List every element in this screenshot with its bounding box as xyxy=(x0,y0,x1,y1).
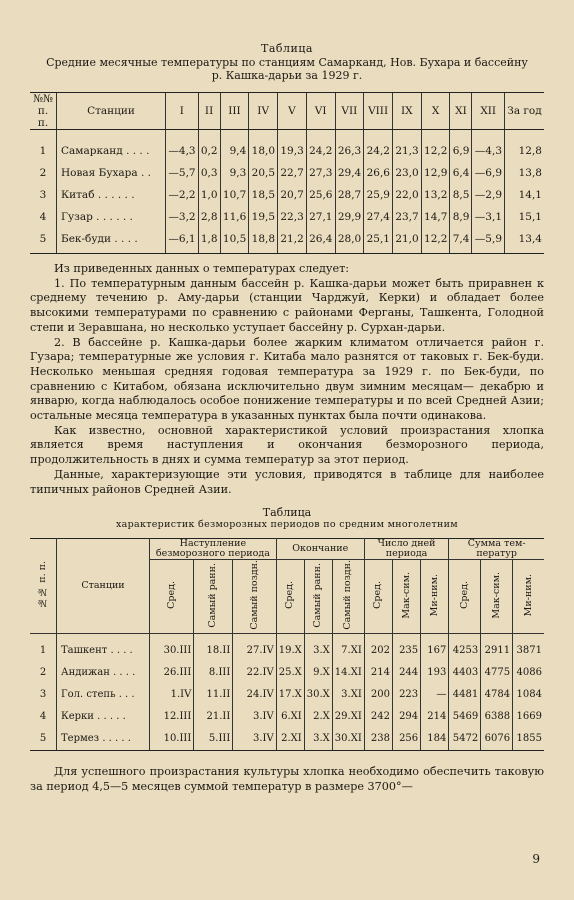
paragraph-point-1: 1. По температурным данным бассейн р. Кашка-дарьи может быть приравнен к среднему течению р. Аму-дарьи (станции Чарджуй, Керки) и обладает более высокими температурами по сравнению с районами Ферганы, Ташкента, Голодной степи и Зеравшана, но несколько уступает бассейну р. Сурхан-дарьи. xyxy=(30,276,544,334)
table-row xyxy=(30,633,544,662)
table-cell: 12,2 xyxy=(421,130,450,163)
table-cell: 2 xyxy=(39,167,47,179)
station-name-cell: Гол. степь . . . xyxy=(57,684,150,706)
table2-subheader-label: Самый ранн. xyxy=(312,562,324,628)
table1-header-cell: VIII xyxy=(364,93,393,130)
table-cell: 8,9 xyxy=(450,206,472,228)
table2-subheader-cell xyxy=(392,560,420,634)
table-cell: 5 xyxy=(30,728,57,751)
table-cell: 1 xyxy=(39,645,47,657)
table-cell: 5 xyxy=(30,228,57,254)
table-cell: 1669 xyxy=(513,706,544,728)
table-cell: 21,3 xyxy=(392,130,421,163)
table-cell: 18,8 xyxy=(249,228,278,254)
table-cell: 2,8 xyxy=(198,206,220,228)
table-cell: 1084 xyxy=(513,684,544,706)
table2-header-days: Число дней периода xyxy=(364,539,449,560)
table-cell: 27.IV xyxy=(233,633,276,662)
table1-header-cell: X xyxy=(421,93,450,130)
table-cell: 4086 xyxy=(513,662,544,684)
table-cell: 19,3 xyxy=(278,130,307,163)
table-cell: —6,1 xyxy=(166,228,199,254)
table-cell: — xyxy=(421,684,449,706)
table2-subheader-cell xyxy=(481,560,513,634)
table2-body xyxy=(30,633,544,750)
table-cell: 1.IV xyxy=(150,684,194,706)
table1-header-cell: IV xyxy=(249,93,278,130)
table-cell: 242 xyxy=(364,706,392,728)
table-cell: 193 xyxy=(421,662,449,684)
table1-header-cell: VI xyxy=(306,93,335,130)
table-cell: 10,5 xyxy=(220,228,249,254)
table-cell: —2,2 xyxy=(166,184,199,206)
table-cell: 235 xyxy=(392,633,420,662)
table-cell: 12.III xyxy=(150,706,194,728)
table2-subtitle: характеристик безморозных периодов по средним многолетним xyxy=(116,519,458,531)
table2-subheader-cell xyxy=(276,560,304,634)
table1-title-line2: р. Кашка-дарьи за 1929 г. xyxy=(211,69,363,82)
station-name-cell: Ташкент . . . . xyxy=(57,633,150,662)
table2-header-row-groups xyxy=(30,539,544,560)
table-cell: 24,2 xyxy=(306,130,335,163)
table2-subheader-label: Мак-сим. xyxy=(400,571,412,619)
station-name-cell: Бек-буди . . . . xyxy=(57,228,166,254)
table-cell: 8.III xyxy=(194,662,233,684)
table1-header-cell: №№ п. п. xyxy=(30,93,57,130)
table-cell: 30.XI xyxy=(332,728,364,751)
table-cell: 3 xyxy=(39,189,47,201)
table-cell: 3 xyxy=(39,689,47,701)
table-cell: 13,8 xyxy=(505,162,545,184)
table-cell: 6076 xyxy=(481,728,513,751)
table-cell: 0,2 xyxy=(198,130,220,163)
table-cell: 17.X xyxy=(276,684,304,706)
table-cell: 25,1 xyxy=(364,228,393,254)
table-cell: 3.X xyxy=(304,633,332,662)
monthly-temperature-table xyxy=(30,92,544,254)
table2-subheader-label: Ми-ним. xyxy=(428,573,440,617)
table-row xyxy=(30,728,544,751)
table2-subheader-cell xyxy=(449,560,481,634)
table1-header-cell: XI xyxy=(450,93,472,130)
table-cell: 3871 xyxy=(513,633,544,662)
table-cell: 21,2 xyxy=(278,228,307,254)
table2-subheader-label: Самый поздн. xyxy=(342,560,354,630)
table-cell: 256 xyxy=(392,728,420,751)
table2-subheader-label: Сред. xyxy=(165,581,177,609)
paragraph-table-intro: Данные, характеризующие эти условия, приводятся в таблице для наиболее типичных районов Средней Азии. xyxy=(30,467,544,496)
table-cell: 2.XI xyxy=(276,728,304,751)
table-cell: 29.XI xyxy=(332,706,364,728)
table-cell: 29,4 xyxy=(335,162,364,184)
table1-header-cell: XII xyxy=(472,93,505,130)
station-name-cell: Гузар . . . . . . xyxy=(57,206,166,228)
table-cell: 200 xyxy=(364,684,392,706)
table-cell: 1,0 xyxy=(198,184,220,206)
table-cell: —4,3 xyxy=(166,130,199,163)
table1-header-cell: За год xyxy=(505,93,545,130)
station-name-cell: Самарканд . . . . xyxy=(57,130,166,163)
station-name-cell: Термез . . . . . xyxy=(57,728,150,751)
table2-subheader-label: Мак-сим. xyxy=(490,571,502,619)
table2-header-end: Окончание xyxy=(276,539,364,560)
table-cell: 4253 xyxy=(449,633,481,662)
table-row xyxy=(30,162,544,184)
table2-subheader-cell xyxy=(194,560,233,634)
table2-subheader-label: Сред. xyxy=(372,581,384,609)
table-cell: 10.III xyxy=(150,728,194,751)
table-cell: 4775 xyxy=(481,662,513,684)
table-cell: 21.II xyxy=(194,706,233,728)
table-cell: 28,7 xyxy=(335,184,364,206)
bottom-text xyxy=(30,765,544,794)
table-cell: 3.IV xyxy=(233,728,276,751)
table1-header-cell: I xyxy=(166,93,199,130)
table-cell: 25.X xyxy=(276,662,304,684)
table-cell: 7.XI xyxy=(332,633,364,662)
table-cell: 2.X xyxy=(304,706,332,728)
table-cell: 7,4 xyxy=(450,228,472,254)
table-cell: 294 xyxy=(392,706,420,728)
table-cell: 6388 xyxy=(481,706,513,728)
table-cell: —5,9 xyxy=(472,228,505,254)
table-row xyxy=(30,130,544,163)
table-cell: 12,2 xyxy=(421,228,450,254)
frost-free-period-table xyxy=(30,538,544,751)
table-cell: 14.XI xyxy=(332,662,364,684)
table-cell: 27,3 xyxy=(306,162,335,184)
table2-subheader-cell xyxy=(304,560,332,634)
table-cell: 22,0 xyxy=(392,184,421,206)
table-cell: 18,0 xyxy=(249,130,278,163)
paragraph-point-2: 2. В бассейне р. Кашка-дарьи более жарким климатом отличается район г. Гузара; температурные же условия г. Китаба мало разнятся от таковых г. Бек-буди. Несколько меньшая средняя годовая температура за 1929 г. по Бек-буди, по сравнению с Китабом, обязана исключительно двум зимним месяцам— декабрю и январю, когда наблюдалось особое понижение температуры и по всей Средней Азии; остальные месяца температура в указанных пунктах была почти одинакова. xyxy=(30,335,544,423)
table1-header-cell: IX xyxy=(392,93,421,130)
table-cell: 20,7 xyxy=(278,184,307,206)
table2-caption: Таблица xyxy=(262,506,312,520)
table-cell: 11.II xyxy=(194,684,233,706)
table-cell: 6,9 xyxy=(450,130,472,163)
table-cell: 1 xyxy=(39,145,47,157)
table-cell: 5.III xyxy=(194,728,233,751)
paragraph-conclusions-intro: Из приведенных данных о температурах следует: xyxy=(54,262,350,275)
table-cell: 167 xyxy=(421,633,449,662)
table-cell: 24.IV xyxy=(233,684,276,706)
table2-subheader-cell xyxy=(421,560,449,634)
table-cell: 23,0 xyxy=(392,162,421,184)
table1-header-cell: Станции xyxy=(57,93,166,130)
table-cell: 18,5 xyxy=(249,184,278,206)
table-row xyxy=(30,684,544,706)
table1-header-cell: VII xyxy=(335,93,364,130)
table-cell: 27,1 xyxy=(306,206,335,228)
table-cell: 21,0 xyxy=(392,228,421,254)
table-cell: 25,9 xyxy=(364,184,393,206)
table-cell: 238 xyxy=(364,728,392,751)
table-cell: 5469 xyxy=(449,706,481,728)
table-cell: 14,7 xyxy=(421,206,450,228)
table-cell: 30.III xyxy=(150,633,194,662)
table1-header-cell: III xyxy=(220,93,249,130)
table-cell: 24,2 xyxy=(364,130,393,163)
table2-header-onset: Наступление безморозного периода xyxy=(150,539,277,560)
paragraph-frost-free: Как известно, основной характеристикой условий произрастания хлопка является время наступления и окончания безморозного периода, продолжительность в днях и сумма температур за этот период. xyxy=(30,423,544,467)
table-row xyxy=(30,662,544,684)
table-row xyxy=(30,184,544,206)
table-cell: 26,6 xyxy=(364,162,393,184)
table1-header-cell: V xyxy=(278,93,307,130)
table2-subheader-label: Самый ранн. xyxy=(207,562,219,628)
table-cell: 3.XI xyxy=(332,684,364,706)
table-cell: —4,3 xyxy=(472,130,505,163)
table-cell: 30.X xyxy=(304,684,332,706)
table-cell: 12,9 xyxy=(421,162,450,184)
table1-header-row xyxy=(30,93,544,130)
table-cell: 26,3 xyxy=(335,130,364,163)
table-cell: 28,0 xyxy=(335,228,364,254)
table-cell: 4 xyxy=(39,711,47,723)
table-cell: 214 xyxy=(364,662,392,684)
table-cell: 25,6 xyxy=(306,184,335,206)
table1-title-line1: Средние месячные температуры по станциям Самарканд, Нов. Бухара и бассейну xyxy=(46,56,528,69)
table-cell: 12,8 xyxy=(505,130,545,163)
table-cell: 223 xyxy=(392,684,420,706)
table-cell: 18.II xyxy=(194,633,233,662)
table-cell: 4 xyxy=(39,211,47,223)
table-cell: 19,5 xyxy=(249,206,278,228)
table-cell: 2 xyxy=(39,667,47,679)
body-text xyxy=(30,262,544,497)
table-row xyxy=(30,206,544,228)
table1-header-cell: II xyxy=(198,93,220,130)
table-cell: 29,9 xyxy=(335,206,364,228)
table-cell: 5472 xyxy=(449,728,481,751)
table-cell: 26,4 xyxy=(306,228,335,254)
table-cell: 4481 xyxy=(449,684,481,706)
table-cell: 3.IV xyxy=(233,706,276,728)
table-cell: 20,5 xyxy=(249,162,278,184)
table2-header-station: Станции xyxy=(57,539,150,634)
table2-subheader-label: Самый поздн. xyxy=(248,560,260,630)
table-cell: 4784 xyxy=(481,684,513,706)
table-cell: 2911 xyxy=(481,633,513,662)
table-cell: 214 xyxy=(421,706,449,728)
table-row xyxy=(30,228,544,254)
station-name-cell: Китаб . . . . . . xyxy=(57,184,166,206)
table-cell: —2,9 xyxy=(472,184,505,206)
table-cell: 22.IV xyxy=(233,662,276,684)
table-cell: 11,6 xyxy=(220,206,249,228)
station-name-cell: Керки . . . . . xyxy=(57,706,150,728)
table-cell: 1,8 xyxy=(198,228,220,254)
table2-header-num: №№ п. п. xyxy=(30,539,57,634)
table2-subheader-cell xyxy=(233,560,276,634)
table-cell: 23,7 xyxy=(392,206,421,228)
table-cell: 9,4 xyxy=(220,130,249,163)
table-cell: 3.X xyxy=(304,728,332,751)
table-cell: —5,7 xyxy=(166,162,199,184)
paragraph-cotton-requirement: Для успешного произрастания культуры хлопка необходимо обеспечить таковую за период 4,5—5 месяцев суммой температур в размере 3700°— xyxy=(30,764,544,793)
table-cell: —3,2 xyxy=(166,206,199,228)
table-cell: 27,4 xyxy=(364,206,393,228)
table-cell: 10,7 xyxy=(220,184,249,206)
table1-body xyxy=(30,130,544,254)
table2-subheader-cell xyxy=(332,560,364,634)
table-cell: 13,2 xyxy=(421,184,450,206)
table-cell: 22,7 xyxy=(278,162,307,184)
table-cell: 9,3 xyxy=(220,162,249,184)
table-cell: 6,4 xyxy=(450,162,472,184)
table2-subheader-cell xyxy=(150,560,194,634)
table-cell: 0,3 xyxy=(198,162,220,184)
station-name-cell: Новая Бухара . . xyxy=(57,162,166,184)
station-name-cell: Андижан . . . . xyxy=(57,662,150,684)
table-cell: 15,1 xyxy=(505,206,545,228)
table-cell: 1855 xyxy=(513,728,544,751)
table-cell: 4403 xyxy=(449,662,481,684)
table-row xyxy=(30,706,544,728)
table-cell: 9.X xyxy=(304,662,332,684)
table2-subheader-cell xyxy=(364,560,392,634)
page-number: 9 xyxy=(532,852,540,866)
table2-subheader-label: Сред. xyxy=(458,581,470,609)
table-cell: 13,4 xyxy=(505,228,545,254)
table2-subheader-cell xyxy=(513,560,544,634)
table-cell: 22,3 xyxy=(278,206,307,228)
table-cell: 6.XI xyxy=(276,706,304,728)
table1-caption: Таблица xyxy=(261,42,313,55)
table-cell: —3,1 xyxy=(472,206,505,228)
table-cell: 8,5 xyxy=(450,184,472,206)
table-cell: 14,1 xyxy=(505,184,545,206)
table-cell: —6,9 xyxy=(472,162,505,184)
table2-header-temp-sum: Сумма тем-ператур xyxy=(449,539,544,560)
table-cell: 184 xyxy=(421,728,449,751)
table2-subheader-label: Ми-ним. xyxy=(522,573,534,617)
table-cell: 244 xyxy=(392,662,420,684)
table2-subheader-label: Сред. xyxy=(284,581,296,609)
table-cell: 202 xyxy=(364,633,392,662)
table-cell: 26.III xyxy=(150,662,194,684)
table-cell: 19.X xyxy=(276,633,304,662)
